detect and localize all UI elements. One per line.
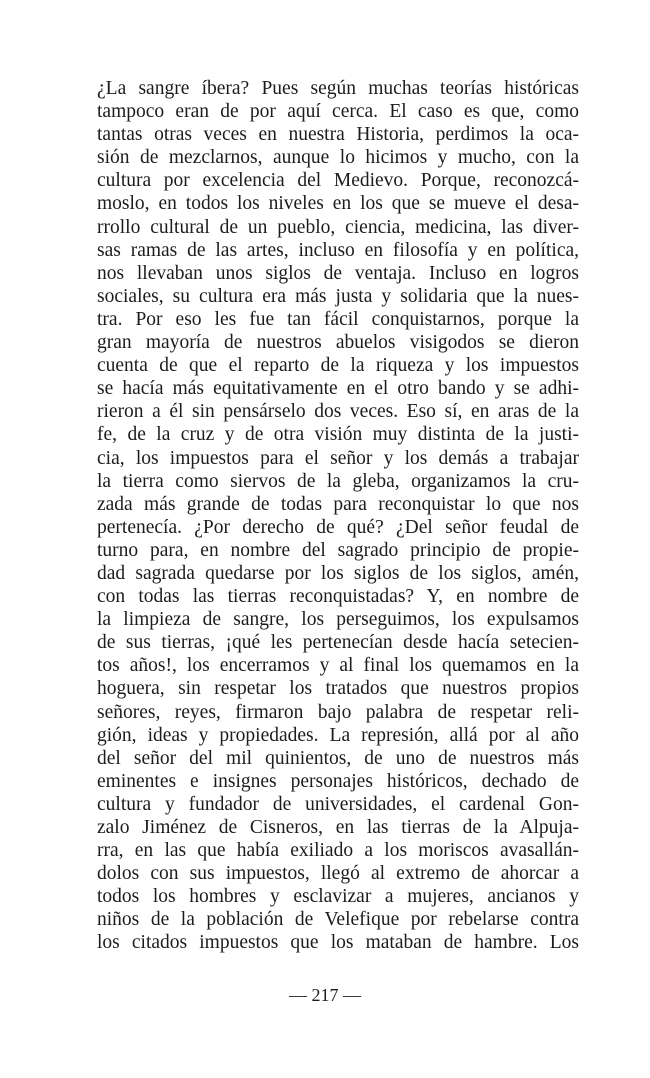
text-line: turno para, en nombre del sagrado principio de propie- bbox=[97, 539, 579, 561]
text-line: la limpieza de sangre, los perseguimos, los expulsamos bbox=[97, 609, 579, 631]
text-line: sas ramas de las artes, incluso en filosofía y en política, bbox=[97, 239, 579, 261]
text-line: dolos con sus impuestos, llegó al extremo de ahorcar a bbox=[97, 863, 579, 885]
text-line: tantas otras veces en nuestra Historia, perdimos la oca- bbox=[97, 124, 579, 146]
text-line: todos los hombres y esclavizar a mujeres, ancianos y bbox=[97, 886, 579, 908]
text-line: tos años!, los encerramos y al final los quemamos en la bbox=[97, 655, 579, 677]
text-line: cultura por excelencia del Medievo. Porque, reconozcá- bbox=[97, 170, 579, 192]
text-line: cultura y fundador de universidades, el cardenal Gon- bbox=[97, 793, 579, 815]
text-line: con todas las tierras reconquistadas? Y, en nombre de bbox=[97, 586, 579, 608]
text-line: gión, ideas y propiedades. La represión, allá por al año bbox=[97, 724, 579, 746]
text-line: la tierra como siervos de la gleba, organizamos la cru- bbox=[97, 470, 579, 492]
text-line: zada más grande de todas para reconquistar lo que nos bbox=[97, 493, 579, 515]
text-line: de sus tierras, ¡qué les pertenecían desde hacía setecien- bbox=[97, 632, 579, 654]
text-line: ¿La sangre íbera? Pues según muchas teorías históricas bbox=[97, 78, 579, 99]
page-number: — 217 — bbox=[289, 985, 361, 1005]
text-line: tra. Por eso les fue tan fácil conquistarnos, porque la bbox=[97, 308, 579, 330]
text-line: rieron a él sin pensárselo dos veces. Eso sí, en aras de la bbox=[97, 401, 579, 423]
text-line: señores, reyes, firmaron bajo palabra de respetar reli- bbox=[97, 701, 579, 723]
text-line: nos llevaban unos siglos de ventaja. Incluso en logros bbox=[97, 262, 579, 284]
text-line: cuenta de que el reparto de la riqueza y los impuestos bbox=[97, 355, 579, 377]
text-line: gran mayoría de nuestros abuelos visigodos se dieron bbox=[97, 332, 579, 354]
text-line: zalo Jiménez de Cisneros, en las tierras de la Alpuja- bbox=[97, 817, 579, 838]
text-line: hoguera, sin respetar los tratados que nuestros propios bbox=[97, 678, 579, 700]
text-line: sión de mezclarnos, aunque lo hicimos y mucho, con la bbox=[97, 147, 579, 169]
text-line: rrollo cultural de un pueblo, ciencia, medicina, las diver- bbox=[97, 216, 579, 238]
text-line: dad sagrada quedarse por los siglos de los siglos, amén, bbox=[97, 562, 579, 584]
text-line: sociales, su cultura era más justa y solidaria que la nues- bbox=[97, 285, 579, 307]
text-line: se hacía más equitativamente en el otro bando y se adhi- bbox=[97, 378, 579, 400]
text-line: rra, en las que había exiliado a los moriscos avasallán- bbox=[97, 840, 579, 862]
text-line: tampoco eran de por aquí cerca. El caso es que, como bbox=[97, 101, 579, 123]
text-line: moslo, en todos los niveles en los que se mueve el desa- bbox=[97, 193, 579, 215]
body-text bbox=[97, 77, 579, 955]
text-line: eminentes e insignes personajes históricos, dechado de bbox=[97, 770, 579, 792]
text-line: pertenecía. ¿Por derecho de qué? ¿Del señor feudal de bbox=[97, 516, 579, 538]
text-line: del señor del mil quinientos, de uno de nuestros más bbox=[97, 747, 579, 769]
text-line: cia, los impuestos para el señor y los demás a trabajar bbox=[97, 447, 579, 469]
text-line: niños de la población de Velefique por rebelarse contra bbox=[97, 909, 579, 931]
text-line: los citados impuestos que los mataban de hambre. Los bbox=[97, 932, 579, 954]
text-line: fe, de la cruz y de otra visión muy distinta de la justi- bbox=[97, 424, 579, 446]
